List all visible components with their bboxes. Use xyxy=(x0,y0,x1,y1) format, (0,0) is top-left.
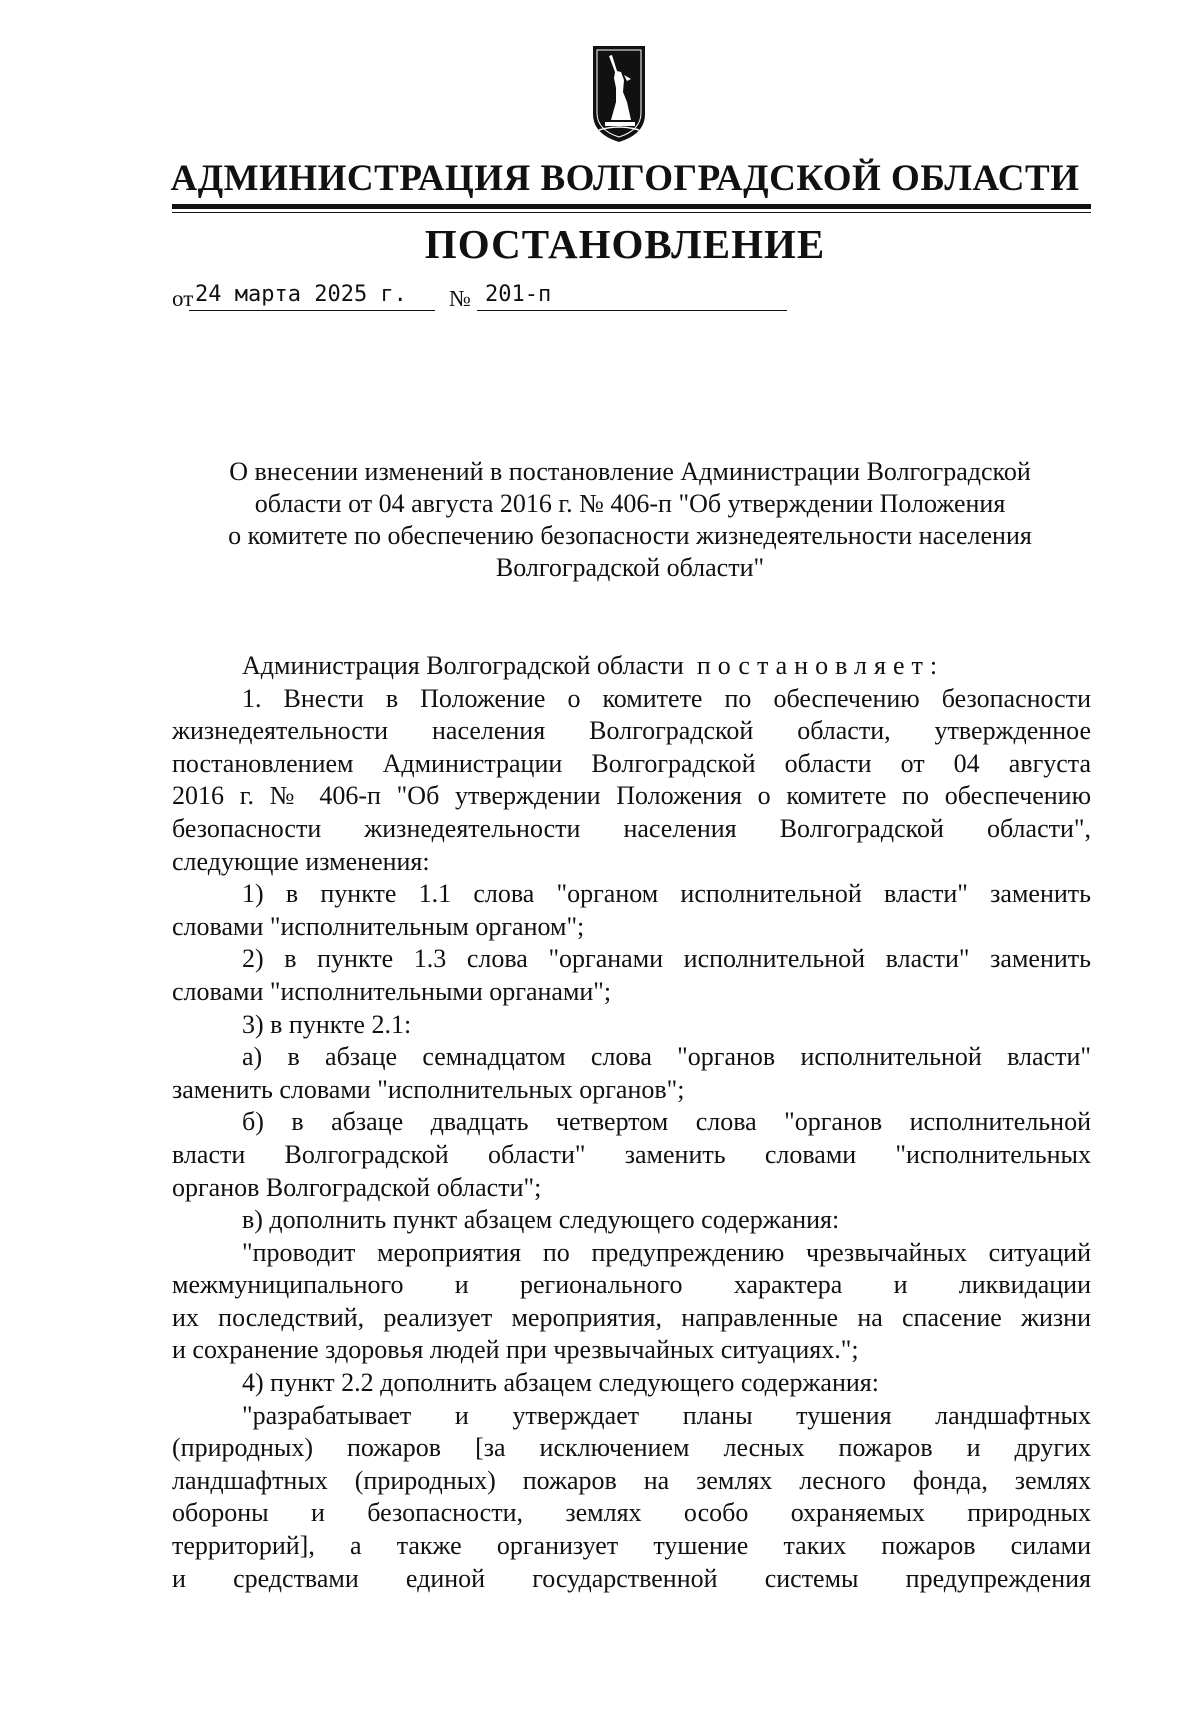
body-line: территорий], а также организует тушение таких пожаров силами xyxy=(172,1531,1091,1561)
body-line: заменить словами "исполнительных органов"; xyxy=(172,1074,685,1104)
title-line: Волгоградской области" xyxy=(495,553,765,582)
document-body xyxy=(172,650,1091,1595)
body-line: "проводит мероприятия по предупреждению чрезвычайных ситуаций xyxy=(242,1237,1091,1267)
title-line: О внесении изменений в постановление Администрации Волгоградской xyxy=(229,457,1031,486)
body-line: 2016 г. № 406-п "Об утверждении Положения о комитете по обеспечению xyxy=(172,781,1091,811)
document-meta xyxy=(172,282,872,318)
document-title xyxy=(170,456,1090,584)
body-line: органов Волгоградской области"; xyxy=(172,1172,542,1202)
body-line: ландшафтных (природных) пожаров на землях лесного фонда, землях xyxy=(172,1465,1091,1495)
body-line: б) в абзаце двадцать четвертом слова "органов исполнительной xyxy=(242,1107,1091,1137)
title-line: области от 04 августа 2016 г. № 406-п "Об утверждении Положения xyxy=(254,489,1006,518)
body-line: обороны и безопасности, землях особо охраняемых природных xyxy=(172,1498,1091,1528)
body-line: следующие изменения: xyxy=(172,846,430,876)
preamble-text: Администрация Волгоградской области xyxy=(242,651,684,680)
body-line: а) в абзаце семнадцатом слова "органов исполнительной власти" xyxy=(242,1042,1091,1072)
body-line: жизнедеятельности населения Волгоградской области, утвержденное xyxy=(172,716,1091,746)
date-prefix: от xyxy=(172,286,194,311)
body-line: межмуниципального и регионального характера и ликвидации xyxy=(172,1270,1091,1300)
body-line: власти Волгоградской области" заменить словами "исполнительных xyxy=(172,1139,1091,1169)
body-line: в) дополнить пункт абзацем следующего содержания: xyxy=(242,1205,840,1235)
header-divider-thick xyxy=(172,204,1091,209)
title-line: о комитете по обеспечению безопасности жизнедеятельности населения xyxy=(228,521,1032,550)
body-line: постановлением Администрации Волгоградской области от 04 августа xyxy=(172,748,1091,778)
body-line: словами "исполнительными органами"; xyxy=(172,976,612,1006)
body-line: "разрабатывает и утверждает планы тушения ландшафтных xyxy=(242,1400,1091,1430)
body-line: и сохранение здоровья людей при чрезвычайных ситуациях."; xyxy=(172,1335,859,1365)
body-line: безопасности жизнедеятельности населения Волгоградской области", xyxy=(172,813,1091,843)
document-number: 201-п xyxy=(477,282,787,311)
body-line: 3) в пункте 2.1: xyxy=(242,1009,412,1039)
body-line: словами "исполнительным органом"; xyxy=(172,911,585,941)
document-date: 24 марта 2025 г. xyxy=(189,282,435,311)
volgograd-coat-of-arms-emblem xyxy=(591,44,647,144)
body-line: 1. Внести в Положение о комитете по обеспечению безопасности xyxy=(242,683,1091,713)
preamble-verb: постановляет: xyxy=(696,651,945,680)
header-divider-thin xyxy=(172,212,1091,213)
body-line: (природных) пожаров [за исключением лесных пожаров и других xyxy=(172,1433,1091,1463)
number-prefix: № xyxy=(449,286,471,311)
body-line: и средствами единой государственной системы предупреждения xyxy=(172,1563,1091,1593)
body-line: 2) в пункте 1.3 слова "органами исполнительной власти" заменить xyxy=(242,944,1091,974)
body-line: их последствий, реализует мероприятия, направленные на спасение жизни xyxy=(172,1302,1091,1332)
body-line: 1) в пункте 1.1 слова "органом исполнительной власти" заменить xyxy=(242,879,1091,909)
document-type: ПОСТАНОВЛЕНИЕ xyxy=(424,221,826,267)
organization-name: АДМИНИСТРАЦИЯ ВОЛГОГРАДСКОЙ ОБЛАСТИ xyxy=(170,158,1080,199)
body-line: 4) пункт 2.2 дополнить абзацем следующего содержания: xyxy=(242,1368,879,1398)
preamble xyxy=(172,650,1091,683)
